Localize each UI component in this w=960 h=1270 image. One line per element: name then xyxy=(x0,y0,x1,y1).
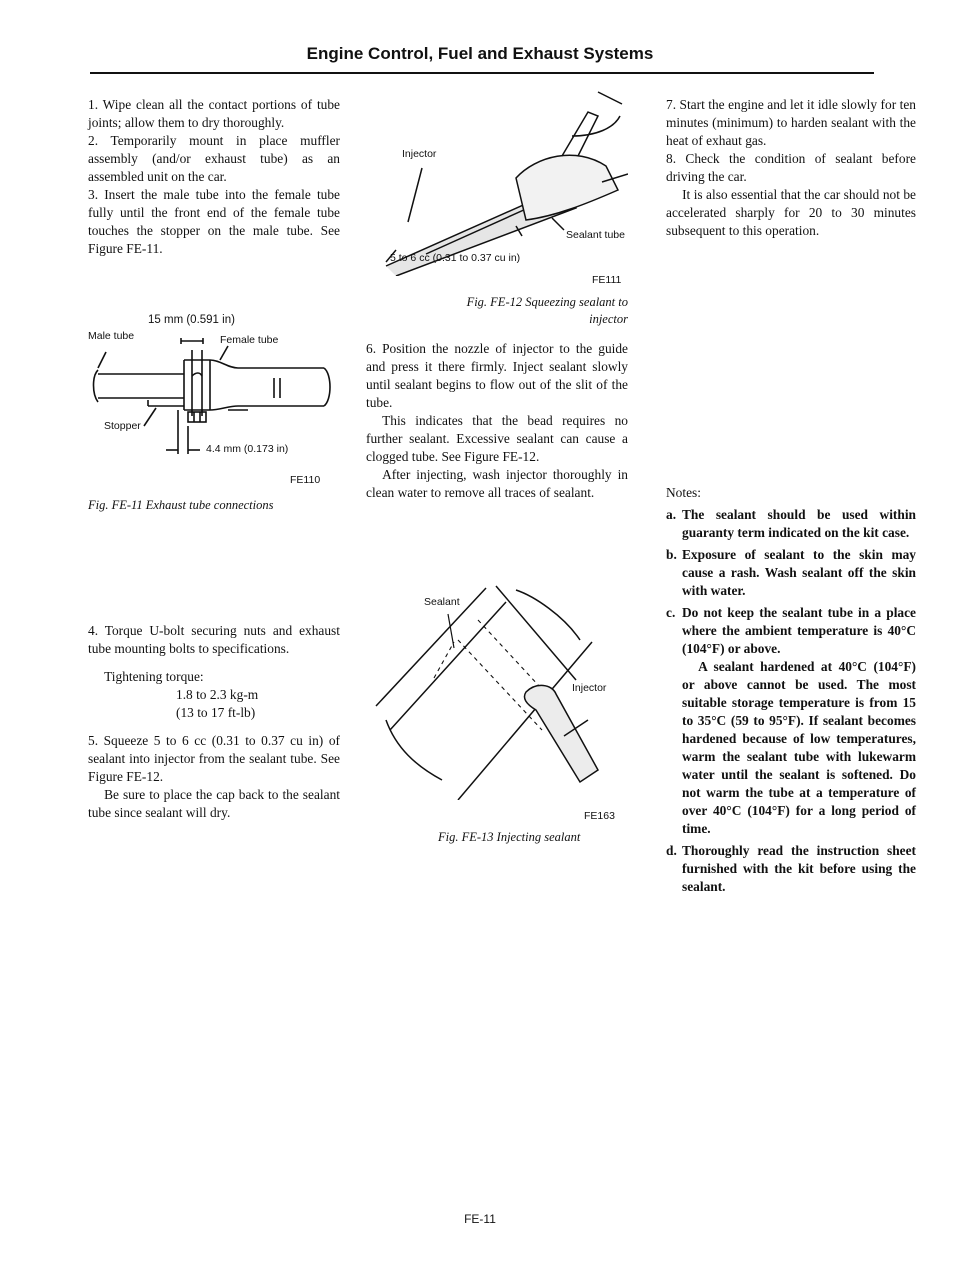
column-2-text xyxy=(366,340,628,508)
fig11-code: FE110 xyxy=(290,474,321,486)
fig13-sealant-label: Sealant xyxy=(424,596,460,608)
column-3-top xyxy=(666,96,916,246)
step-6-p3: After injecting, wash injector thoroughly in clean water to remove all traces of sealant. xyxy=(366,467,628,500)
note-d-letter: d. xyxy=(666,843,677,858)
header-rule xyxy=(90,72,874,74)
column-1-bottom xyxy=(88,622,340,828)
notes-section xyxy=(666,484,916,900)
torque-spec xyxy=(88,668,340,722)
step-5-note: Be sure to place the cap back to the sealant tube since sealant will dry. xyxy=(88,787,340,820)
torque-value-imperial: (13 to 17 ft-lb) xyxy=(176,705,256,720)
fig11-male-tube-label: Male tube xyxy=(88,330,135,342)
fig11-dim-bottom: 4.4 mm (0.173 in) xyxy=(206,443,289,455)
step-6: 6. Position the nozzle of injector to the guide and press it there firmly. Inject sealant slowly until sealant begins to flow out of the slit of the tube. xyxy=(366,341,628,410)
fig12-caption-line-2: injector xyxy=(589,312,628,326)
fig12-injector-label: Injector xyxy=(402,148,437,160)
fig11-caption: Fig. FE-11 Exhaust tube connections xyxy=(88,498,274,512)
fig12-sealant-tube-label: Sealant tube xyxy=(566,229,625,241)
page-number: FE-11 xyxy=(464,1212,496,1226)
step-7: 7. Start the engine and let it idle slowly for ten minutes (minimum) to harden sealant with the heat of exhaut gas. xyxy=(666,97,916,148)
note-c-text: Do not keep the sealant tube in a place where the ambient temperature is 40°C (104°F) or above. xyxy=(682,605,916,656)
note-c xyxy=(666,604,916,838)
step-3: 3. Insert the male tube into the female tube fully until the front end of the female tube touches the stopper on the male tube. See Figure FE-11. xyxy=(88,187,340,256)
fig13-injector-label: Injector xyxy=(572,682,607,694)
note-b-text: Exposure of sealant to the skin may cause a rash. Wash sealant off the skin with water. xyxy=(682,547,916,598)
fig12-amount-label: 5 to 6 cc (0.31 to 0.37 cu in) xyxy=(390,252,521,264)
torque-label: Tightening torque: xyxy=(104,669,204,684)
notes-list xyxy=(666,506,916,896)
note-c-letter: c. xyxy=(666,605,676,620)
figure-fe11 xyxy=(88,310,340,520)
step-2: 2. Temporarily mount in place muffler assembly (and/or exhaust tube) as an assembled unit on the car. xyxy=(88,133,340,184)
note-b-letter: b. xyxy=(666,547,677,562)
note-a xyxy=(666,506,916,542)
fig11-dim-top: 15 mm (0.591 in) xyxy=(148,314,235,326)
note-b xyxy=(666,546,916,600)
note-c-p2: A sealant hardened at 40°C (104°F) or above cannot be used. The most suitable storage temperature is from 15 to 35°C (59 to 95°F). If sealant becomes hardened because of low temperatures, warm the sealant tube with lukewarm water until the sealant is softened. Do not warm the tube at a temperature of over 40°C (104°F) for a long period of time. xyxy=(682,659,916,836)
note-a-letter: a. xyxy=(666,507,677,522)
figure-fe13 xyxy=(366,580,628,850)
fig12-code: FE111 xyxy=(592,274,622,286)
step-8-p2: It is also essential that the car should not be accelerated sharply for 20 to 30 minutes subsequent to this operation. xyxy=(666,187,916,238)
notes-title: Notes: xyxy=(666,485,701,500)
fig12-caption xyxy=(366,294,628,328)
note-d-text: Thoroughly read the instruction sheet furnished with the kit before using the sealant. xyxy=(682,843,916,894)
step-6-p2: This indicates that the bead requires no further sealant. Excessive sealant can cause a clogged tube. See Figure FE-12. xyxy=(366,413,628,464)
column-1-top xyxy=(88,96,340,268)
step-4: 4. Torque U-bolt securing nuts and exhaust tube mounting bolts to specifications. xyxy=(88,623,340,656)
note-d xyxy=(666,842,916,896)
fig11-female-tube-label: Female tube xyxy=(220,334,279,346)
figure-fe12 xyxy=(366,86,628,336)
fig11-stopper-label: Stopper xyxy=(104,420,141,432)
step-5: 5. Squeeze 5 to 6 cc (0.31 to 0.37 cu in) of sealant into injector from the sealant tube. See Figure FE-12. xyxy=(88,733,340,784)
step-1: 1. Wipe clean all the contact portions of tube joints; allow them to dry thoroughly. xyxy=(88,97,340,130)
torque-value-metric: 1.8 to 2.3 kg-m xyxy=(176,687,259,702)
step-8: 8. Check the condition of sealant before driving the car. xyxy=(666,151,916,184)
fig13-code: FE163 xyxy=(584,810,615,822)
fig13-caption: Fig. FE-13 Injecting sealant xyxy=(438,830,581,844)
page-header: Engine Control, Fuel and Exhaust Systems xyxy=(306,44,654,63)
fig12-drawing xyxy=(366,86,628,276)
fig12-caption-line-1: Fig. FE-12 Squeezing sealant to xyxy=(466,295,628,309)
note-a-text: The sealant should be used within guaranty term indicated on the kit case. xyxy=(682,507,916,540)
